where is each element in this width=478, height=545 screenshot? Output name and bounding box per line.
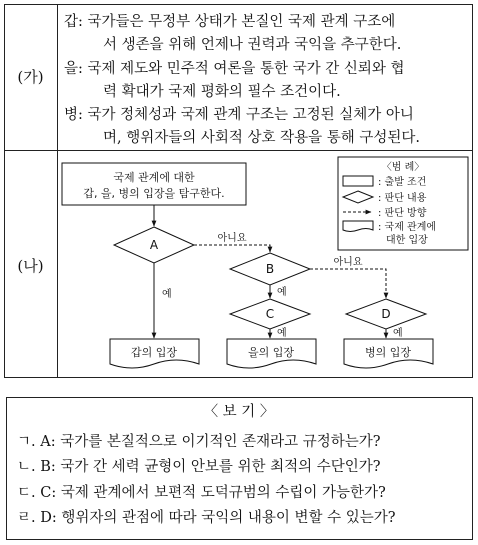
result-byeong-label: 병의 입장	[364, 346, 412, 359]
decision-c-label: C	[265, 307, 275, 321]
legend-direction-label: : 판단 방향	[378, 208, 427, 219]
section-b-label: (나)	[17, 257, 44, 275]
bogi-item-nieun: ㄴ. B: 국가 간 세력 균형이 안보를 위한 최적의 수단인가?	[17, 459, 381, 475]
statement-eul-line2: 력 확대가 국제 평화의 필수 조건이다.	[103, 84, 341, 100]
statement-eul-line1: 을: 국제 제도와 민주적 여론을 통한 국가 간 신뢰와 협	[64, 61, 405, 77]
bogi-item-giyeok: ㄱ. A: 국가를 본질적으로 이기적인 존재라고 규정하는가?	[17, 434, 381, 450]
arrow-b-no	[310, 269, 386, 298]
statement-gap-line2: 서 생존을 위해 언제나 권력과 국익을 추구한다.	[103, 37, 402, 53]
result-gap-label: 갑의 입장	[130, 346, 178, 359]
section-a-label: (가)	[17, 68, 44, 86]
legend-title: 〈범 례〉	[381, 162, 425, 173]
yes-label-a: 예	[162, 289, 172, 300]
legend-position-label-2: 대한 입장	[386, 235, 428, 246]
yes-label-c: 예	[277, 328, 287, 339]
arrow-a-no	[194, 245, 270, 252]
statement-byeong-line2: 며, 행위자들의 사회적 상호 작용을 통해 구성된다.	[103, 130, 421, 146]
bogi-title: 〈 보 기 〉	[203, 404, 275, 420]
decision-d-label: D	[381, 307, 391, 321]
bogi-item-rieul: ㄹ. D: 행위자의 관점에 따라 국익의 내용이 변할 수 있는가?	[17, 510, 396, 526]
start-line2: 갑, 을, 병의 입장을 탐구한다.	[83, 187, 225, 200]
start-line1: 국제 관계에 대한	[113, 171, 195, 184]
decision-b-label: B	[265, 262, 275, 276]
no-label-a: 아니요	[217, 233, 247, 244]
legend-decision-label: : 판단 내용	[378, 193, 427, 204]
decision-a-label: A	[149, 238, 159, 252]
yes-label-b: 예	[277, 287, 287, 298]
statement-byeong-line1: 병: 국가 정체성과 국제 관계 구조는 고정된 실체가 아니	[64, 107, 414, 123]
statement-gap-line1: 갑: 국가들은 무정부 상태가 본질인 국제 관계 구조에	[64, 14, 396, 30]
bogi-item-digeut: ㄷ. C: 국제 관계에서 보편적 도덕규범의 수립이 가능한가?	[17, 485, 386, 501]
legend-position-symbol	[343, 221, 373, 232]
no-label-b: 아니요	[333, 257, 363, 268]
result-eul-label: 을의 입장	[247, 346, 295, 359]
legend-start-label: : 출발 조건	[378, 177, 427, 188]
yes-label-d: 예	[393, 328, 403, 339]
legend-decision-symbol	[343, 191, 373, 203]
legend-start-symbol	[343, 176, 373, 186]
legend-position-label-1: : 국제 관계에	[378, 222, 437, 233]
